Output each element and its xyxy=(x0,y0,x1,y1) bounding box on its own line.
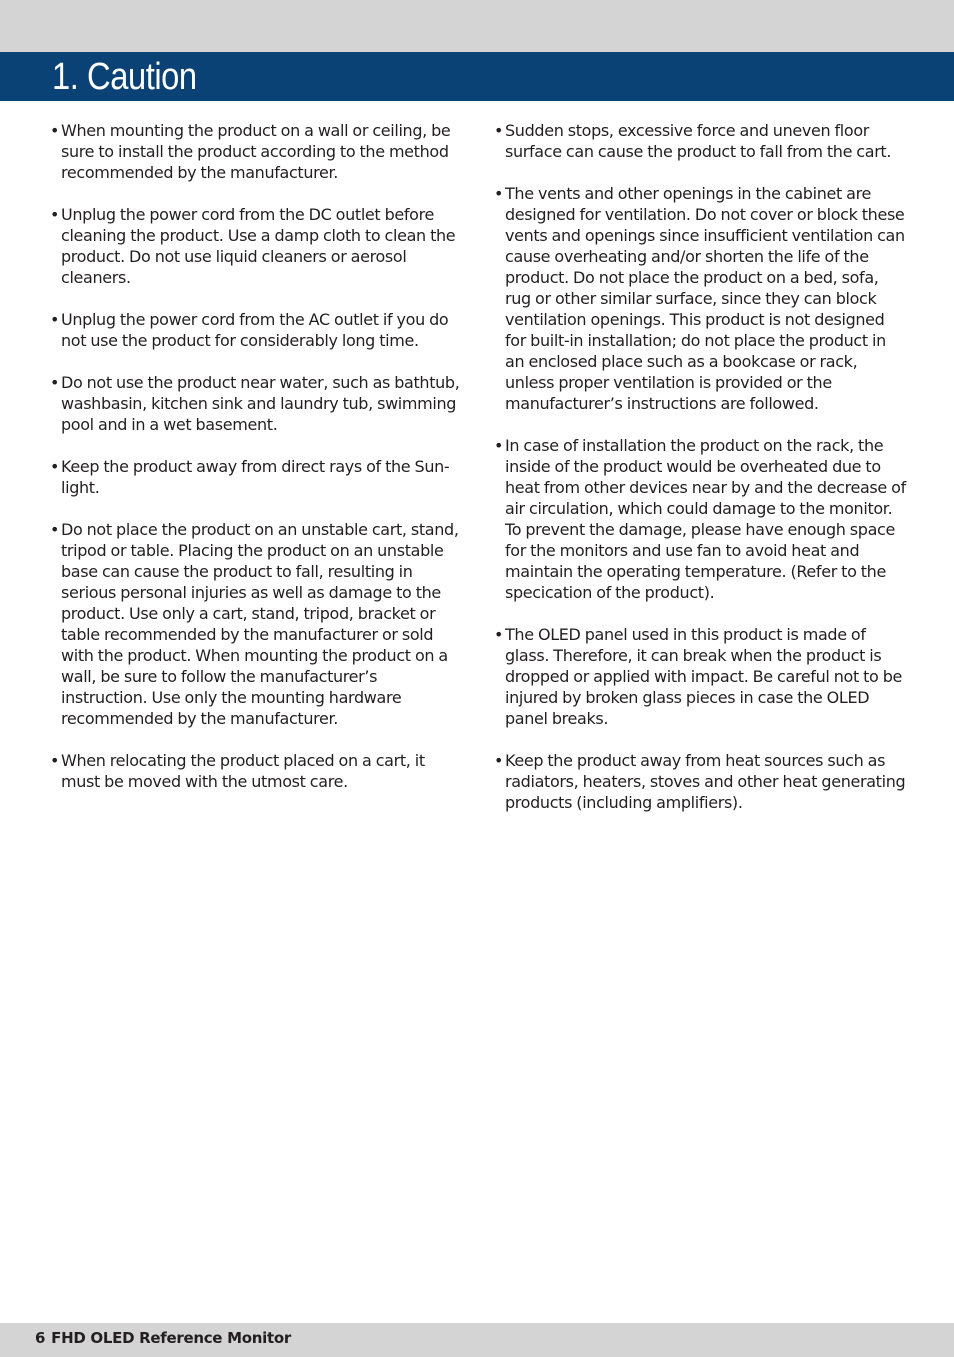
bullet-icon: • xyxy=(50,373,60,392)
bullet-icon: • xyxy=(494,436,504,455)
caution-item xyxy=(50,372,462,435)
caution-text: When mounting the product on a wall or ceiling, be sure to install the product according to the method recommended by the manufacturer. xyxy=(61,121,451,182)
top-band xyxy=(0,0,954,52)
caution-text: Keep the product away from direct rays of the Sun-light. xyxy=(61,457,450,497)
footer-label xyxy=(35,1328,291,1348)
caution-item xyxy=(50,309,462,351)
bullet-icon: • xyxy=(50,751,60,770)
caution-item xyxy=(50,120,462,183)
section-title-bar xyxy=(0,52,954,101)
caution-text: The OLED panel used in this product is made of glass. Therefore, it can break when the product is dropped or applied with impact. Be careful not to be injured by broken glass pieces in case the OLED panel breaks. xyxy=(505,625,903,728)
caution-item xyxy=(50,750,462,792)
caution-list-left xyxy=(50,120,462,813)
caution-text: Sudden stops, excessive force and uneven floor surface can cause the product to fall from the cart. xyxy=(505,121,892,161)
caution-item xyxy=(50,519,462,729)
caution-text: The vents and other openings in the cabinet are designed for ventilation. Do not cover or block these vents and openings since insufficient ventilation can cause overheating and/or shorten the life of the product. Do not place the product on a bed, sofa, rug or other similar surface, since they can block ventilation openings. This product is not designed for built-in installation; do not place the product in an enclosed place such as a bookcase or rack, unless proper ventilation is provided or the manufacturer’s instructions are followed. xyxy=(505,184,905,413)
caution-text: Keep the product away from heat sources such as radiators, heaters, stoves and other heat generating products (including amplifiers). xyxy=(505,751,906,812)
bullet-icon: • xyxy=(494,751,504,770)
bullet-icon: • xyxy=(50,310,60,329)
bullet-icon: • xyxy=(50,520,60,539)
caution-text: Unplug the power cord from the DC outlet before cleaning the product. Use a damp cloth to clean the product. Do not use liquid cleaners or aerosol cleaners. xyxy=(61,205,456,287)
bullet-icon: • xyxy=(494,184,504,203)
caution-item xyxy=(494,183,906,414)
caution-text: When relocating the product placed on a cart, it must be moved with the utmost care. xyxy=(61,751,425,791)
caution-list-right xyxy=(494,120,906,834)
bullet-icon: • xyxy=(50,121,60,140)
caution-item xyxy=(50,456,462,498)
bullet-icon: • xyxy=(494,121,504,140)
bullet-icon: • xyxy=(50,457,60,476)
caution-item xyxy=(494,750,906,813)
caution-text: Unplug the power cord from the AC outlet if you do not use the product for considerably long time. xyxy=(61,310,449,350)
caution-item xyxy=(494,120,906,162)
caution-text: Do not use the product near water, such as bathtub, washbasin, kitchen sink and laundry tub, swimming pool and in a wet basement. xyxy=(61,373,460,434)
page-number: 6 xyxy=(35,1329,46,1347)
caution-item xyxy=(50,204,462,288)
bullet-icon: • xyxy=(494,625,504,644)
page-footer xyxy=(0,1323,954,1357)
caution-text: Do not place the product on an unstable cart, stand, tripod or table. Placing the product on an unstable base can cause the product to fall, resulting in serious personal injuries as well as damage to the product. Use only a cart, stand, tripod, bracket or table recommended by the manufacturer or sold with the product. When mounting the product on a wall, be sure to follow the manufacturer’s instruction. Use only the mounting hardware recommended by the manufacturer. xyxy=(61,520,459,728)
caution-text: In case of installation the product on the rack, the inside of the product would be overheated due to heat from other devices near by and the decrease of air circulation, which could damage to the monitor. To prevent the damage, please have enough space for the monitors and use fan to avoid heat and maintain the operating temperature. (Refer to the specication of the product). xyxy=(505,436,906,602)
page-title: 1. Caution xyxy=(52,56,197,98)
document-title: FHD OLED Reference Monitor xyxy=(51,1329,291,1347)
caution-item xyxy=(494,624,906,729)
caution-item xyxy=(494,435,906,603)
bullet-icon: • xyxy=(50,205,60,224)
